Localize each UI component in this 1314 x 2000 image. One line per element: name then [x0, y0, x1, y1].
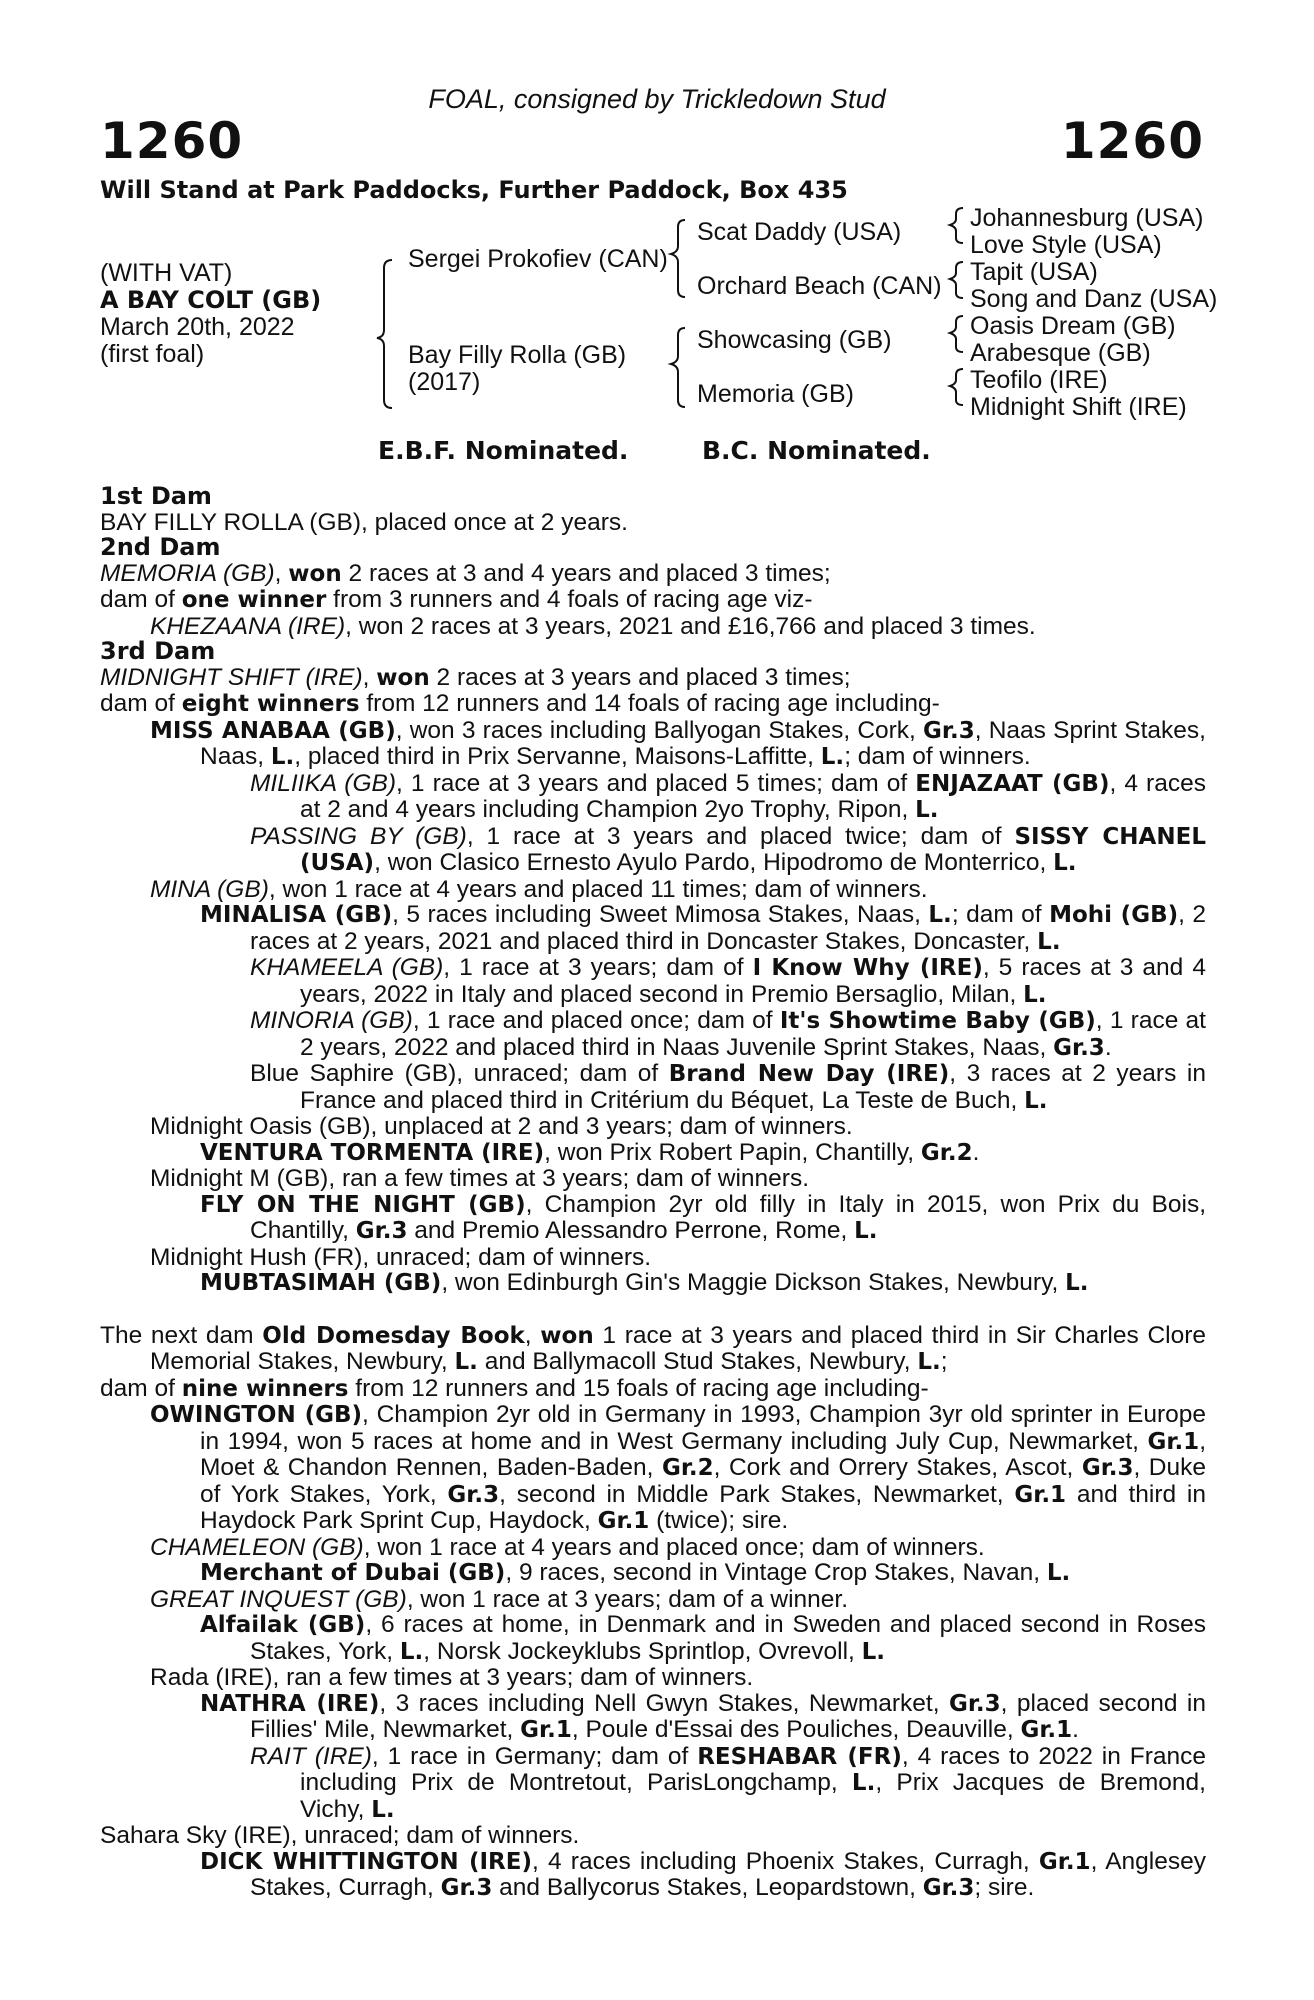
second-dam-heading: 2nd Dam	[100, 533, 221, 561]
produce-rait: RAIT (IRE), 1 race in Germany; dam of RESHABAR (FR), 4 races to 2022 in France including Prix de Montretout, ParisLongchamp, L., Prix Jacques de Bremond, Vichy, L.	[250, 1742, 1206, 1823]
produce-owington: OWINGTON (GB), Champion 2yr old in Germany in 1993, Champion 3yr old sprinter in Europe in 1994, won 5 races at home and in West Germany including July Cup, Newmarket, Gr.1, Moet & Chandon Rennen, Baden-Baden, Gr.2, Cork and Orrery Stakes, Ascot, Gr.3, Duke of York Stakes, York, Gr.3, second in Middle Park Stakes, Newmarket, Gr.1 and third in Haydock Park Sprint Cup, Haydock, Gr.1 (twice); sire.	[150, 1401, 1207, 1534]
produce-blue-saphire: Blue Saphire (GB), unraced; dam of Brand New Day (IRE), 3 races at 2 years in France and placed third in Critérium du Béquet, La Teste de Buch, L.	[250, 1060, 1206, 1114]
produce-passing-by: PASSING BY (GB), 1 race at 3 years and placed twice; dam of SISSY CHANEL (USA), won Clasico Ernesto Ayulo Pardo, Hipodromo de Monterrico, L.	[250, 822, 1206, 876]
produce-miliika: MILIIKA (GB), 1 race at 3 years and placed 5 times; dam of ENJAZAAT (GB), 4 races at 2 and 4 years including Champion 2yo Trophy, Ripon, L.	[250, 769, 1206, 823]
produce-minalisa: MINALISA (GB), 5 races including Sweet Mimosa Stakes, Naas, L.; dam of Mohi (GB), 2 races at 2 years, 2021 and placed third in Doncaster Stakes, Doncaster, L.	[200, 901, 1207, 955]
second-dam-produce-summary: dam of one winner from 3 runners and 4 foals of racing age viz-	[100, 586, 813, 613]
lot-number-right: 1260	[1060, 112, 1204, 170]
vat-note: (WITH VAT)	[100, 259, 233, 287]
dam-dam: Memoria (GB)	[697, 380, 854, 408]
dam-sire: Showcasing (GB)	[697, 326, 892, 354]
produce-nathra: NATHRA (IRE), 3 races including Nell Gwyn Stakes, Newmarket, Gr.3, placed second in Fillies' Mile, Newmarket, Gr.1, Poule d'Essai des Pouliches, Deauville, Gr.1.	[200, 1689, 1206, 1743]
catalogue-body	[100, 484, 1206, 1902]
sd-dam: Song and Danz (USA)	[970, 285, 1218, 313]
produce-midnight-oasis: Midnight Oasis (GB), unplaced at 2 and 3 years; dam of winners.	[150, 1113, 853, 1140]
horse-dob: March 20th, 2022	[100, 313, 295, 341]
dam-name: Bay Filly Rolla (GB)	[408, 341, 627, 369]
first-dam-heading: 1st Dam	[100, 482, 212, 510]
ebf-nominated: E.B.F. Nominated.	[378, 436, 629, 465]
ds-sire: Oasis Dream (GB)	[970, 312, 1176, 340]
third-dam-produce-summary: dam of eight winners from 12 runners and 14 foals of racing age including-	[100, 690, 940, 717]
bc-nominated: B.C. Nominated.	[702, 436, 931, 465]
ss-dam: Love Style (USA)	[970, 231, 1162, 259]
produce-rada: Rada (IRE), ran a few times at 3 years; dam of winners.	[150, 1664, 754, 1691]
sire-name: Sergei Prokofiev (CAN)	[408, 245, 668, 273]
produce-dick-whittington: DICK WHITTINGTON (IRE), 4 races including Phoenix Stakes, Curragh, Gr.1, Anglesey Stakes, Curragh, Gr.3 and Ballycorus Stakes, Leopardstown, Gr.3; sire.	[200, 1847, 1206, 1901]
produce-fly-on-the-night: FLY ON THE NIGHT (GB), Champion 2yr old filly in Italy in 2015, won Prix du Bois, Chantilly, Gr.3 and Premio Alessandro Perrone, Rome, L.	[200, 1190, 1206, 1244]
produce-merchant-of-dubai: Merchant of Dubai (GB), 9 races, second in Vintage Crop Stakes, Navan, L.	[200, 1559, 1071, 1586]
produce-minoria: MINORIA (GB), 1 race and placed once; dam of It's Showtime Baby (GB), 1 race at 2 years, 2022 and placed third in Naas Juvenile Sprint Stakes, Naas, Gr.3.	[250, 1007, 1206, 1061]
next-dam-produce-summary: dam of nine winners from 12 runners and 15 foals of racing age including-	[100, 1374, 929, 1402]
first-foal-note: (first foal)	[100, 340, 205, 368]
sire-dam: Orchard Beach (CAN)	[697, 272, 942, 300]
next-dam-line: The next dam Old Domesday Book, won 1 race at 3 years and placed third in Sir Charles Clore Memorial Stakes, Newbury, L. and Ballymacoll Stud Stakes, Newbury, L.;	[100, 1321, 1206, 1375]
horse-name: A BAY COLT (GB)	[100, 286, 322, 314]
produce-midnight-hush: Midnight Hush (FR), unraced; dam of winners.	[150, 1243, 652, 1271]
produce-sahara-sky: Sahara Sky (IRE), unraced; dam of winners.	[100, 1822, 580, 1849]
third-dam-line: MIDNIGHT SHIFT (IRE), won 2 races at 3 years and placed 3 times;	[100, 663, 851, 691]
dd-dam: Midnight Shift (IRE)	[970, 393, 1187, 421]
dd-sire: Teofilo (IRE)	[970, 366, 1108, 394]
third-dam-heading: 3rd Dam	[100, 637, 216, 665]
produce-khameela: KHAMEELA (GB), 1 race at 3 years; dam of I Know Why (IRE), 5 races at 3 and 4 years, 2022 in Italy and placed second in Premio Bersaglio, Milan, L.	[250, 954, 1206, 1008]
first-dam-text: BAY FILLY ROLLA (GB), placed once at 2 years.	[100, 508, 628, 536]
produce-khezaana: KHEZAANA (IRE), won 2 races at 3 years, 2021 and £16,766 and placed 3 times.	[150, 612, 1036, 640]
sire-sire: Scat Daddy (USA)	[697, 218, 902, 246]
produce-great-inquest: GREAT INQUEST (GB), won 1 race at 3 years; dam of a winner.	[150, 1585, 849, 1613]
second-dam-line: MEMORIA (GB), won 2 races at 3 and 4 years and placed 3 times;	[100, 559, 831, 587]
sd-sire: Tapit (USA)	[970, 258, 1098, 286]
consignor-line: FOAL, consigned by Trickledown Stud	[428, 84, 886, 114]
produce-alfailak: Alfailak (GB), 6 races at home, in Denmark and in Sweden and placed second in Roses Stakes, York, L., Norsk Jockeyklubs Sprintlop, Ovrevoll, L.	[200, 1611, 1206, 1665]
produce-midnight-m: Midnight M (GB), ran a few times at 3 years; dam of winners.	[150, 1165, 810, 1192]
produce-chameleon: CHAMELEON (GB), won 1 race at 4 years and placed once; dam of winners.	[150, 1533, 985, 1561]
produce-mubtasimah: MUBTASIMAH (GB), won Edinburgh Gin's Maggie Dickson Stakes, Newbury, L.	[200, 1269, 1089, 1296]
dam-year: (2017)	[408, 368, 481, 396]
ds-dam: Arabesque (GB)	[970, 339, 1151, 367]
produce-ventura-tormenta: VENTURA TORMENTA (IRE), won Prix Robert Papin, Chantilly, Gr.2.	[200, 1138, 980, 1166]
produce-mina: MINA (GB), won 1 race at 4 years and placed 11 times; dam of winners.	[150, 875, 928, 903]
lot-number-left: 1260	[100, 112, 244, 170]
stand-location: Will Stand at Park Paddocks, Further Paddock, Box 435	[100, 176, 848, 204]
ss-sire: Johannesburg (USA)	[970, 204, 1204, 232]
produce-miss-anabaa: MISS ANABAA (GB), won 3 races including Ballyogan Stakes, Cork, Gr.3, Naas Sprint Stakes, Naas, L., placed third in Prix Servanne, Maisons-Laffitte, L.; dam of winners.	[150, 716, 1206, 770]
